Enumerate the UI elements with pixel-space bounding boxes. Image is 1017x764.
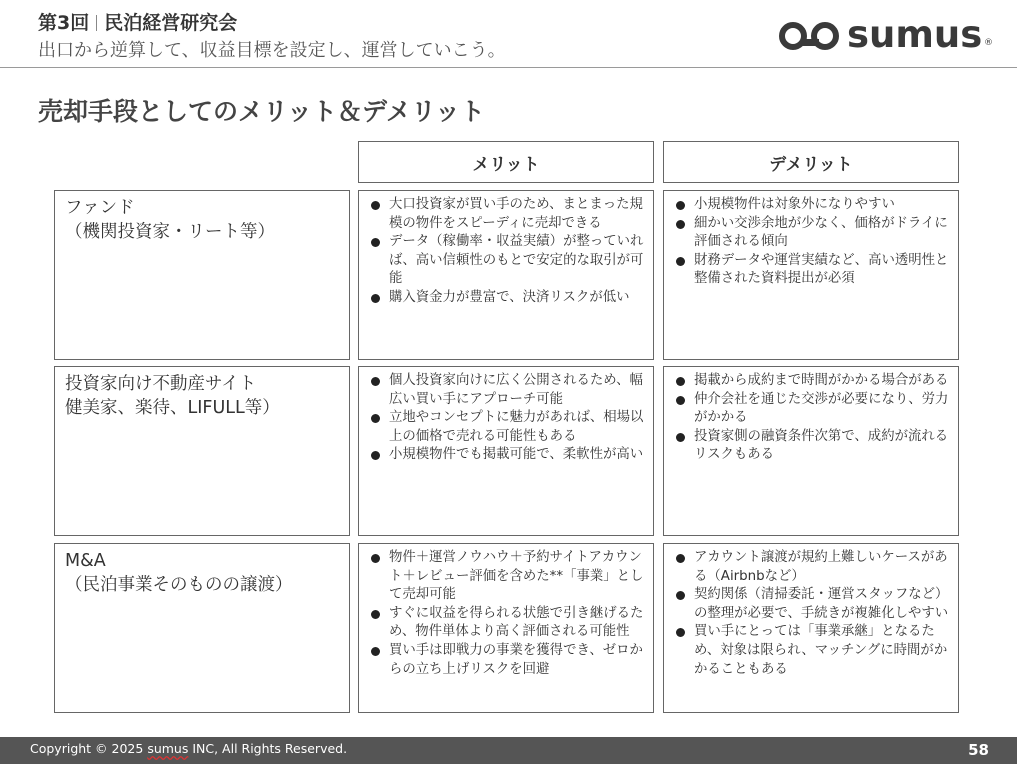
page-number: 58 xyxy=(968,741,989,759)
copyright-text xyxy=(30,741,347,756)
slide-header xyxy=(0,0,1017,68)
row-label-line: ファンド xyxy=(65,198,135,218)
logo-mark-icon xyxy=(779,22,843,50)
list-item: 財務データや運営実績など、高い透明性と整備された資料提出が必須 xyxy=(674,252,950,289)
tagline: 出口から逆算して、収益目標を設定し、運営していこう。 xyxy=(38,40,506,61)
list-item: 仲介会社を通じた交渉が必要になり、労力がかかる xyxy=(674,391,950,428)
merit-cell-investor-site xyxy=(358,366,654,536)
demerit-cell-ma xyxy=(663,543,959,713)
copyright-prefix: Copyright © 2025 xyxy=(30,741,148,756)
column-header-merit: メリット xyxy=(358,141,654,183)
list-item: 個人投資家向けに広く公開されるため、幅広い買い手にアプローチ可能 xyxy=(369,372,645,409)
row-label-line: （機関投資家・リート等） xyxy=(65,222,275,242)
session-separator xyxy=(96,15,97,31)
merit-cell-fund xyxy=(358,190,654,360)
page-title: 売却手段としてのメリット＆デメリット xyxy=(38,97,486,126)
demerit-cell-investor-site xyxy=(663,366,959,536)
demerit-cell-fund xyxy=(663,190,959,360)
session-number: 第3回 xyxy=(38,12,90,34)
list-item: 大口投資家が買い手のため、まとまった規模の物件をスピーディに売却できる xyxy=(369,196,645,233)
list-item: 掲載から成約まで時間がかかる場合がある xyxy=(674,372,950,391)
list-item: 小規模物件は対象外になりやすい xyxy=(674,196,950,215)
list-item: 立地やコンセプトに魅力があれば、相場以上の価格で売れる可能性もある xyxy=(369,409,645,446)
list-item: 細かい交渉余地が少なく、価格がドライに評価される傾向 xyxy=(674,215,950,252)
row-label-line: （民泊事業そのものの譲渡） xyxy=(65,575,293,595)
list-item: 購入資金力が豊富で、決済リスクが低い xyxy=(369,289,645,308)
list-item: 投資家側の融資条件次第で、成約が流れるリスクもある xyxy=(674,428,950,465)
row-label-line: M&A xyxy=(65,551,106,571)
list-item: 買い手にとっては「事業承継」となるため、対象は限られ、マッチングに時間がかかることもある xyxy=(674,623,950,679)
row-label-investor-site xyxy=(54,366,350,536)
row-label-fund xyxy=(54,190,350,360)
list-item: 買い手は即戦力の事業を獲得でき、ゼロからの立ち上げリスクを回避 xyxy=(369,642,645,679)
list-item: データ（稼働率・収益実績）が整っていれば、高い信頼性のもとで安定的な取引が可能 xyxy=(369,233,645,289)
list-item: アカウント譲渡が規約上難しいケースがある（Airbnbなど） xyxy=(674,549,950,586)
list-item: 契約関係（清掃委託・運営スタッフなど）の整理が必要で、手続きが複雑化しやすい xyxy=(674,586,950,623)
copyright-brand: sumus xyxy=(147,741,189,756)
sumus-logo xyxy=(779,13,993,56)
logo-wordmark: sumus xyxy=(847,13,983,56)
row-label-ma xyxy=(54,543,350,713)
row-label-line: 投資家向け不動産サイト xyxy=(65,374,257,394)
slide-footer xyxy=(0,737,1017,764)
list-item: 物件＋運営ノウハウ＋予約サイトアカウント＋レビュー評価を含めた**「事業」として売却可能 xyxy=(369,549,645,605)
column-header-demerit: デメリット xyxy=(663,141,959,183)
copyright-suffix: INC, All Rights Reserved. xyxy=(188,741,348,756)
row-label-line: 健美家、楽待、LIFULL等） xyxy=(65,398,280,418)
list-item: すぐに収益を得られる状態で引き継げるため、物件単体より高く評価される可能性 xyxy=(369,605,645,642)
list-item: 小規模物件でも掲載可能で、柔軟性が高い xyxy=(369,446,645,465)
session-title: 民泊経営研究会 xyxy=(104,12,238,34)
merit-cell-ma xyxy=(358,543,654,713)
session-heading xyxy=(38,8,237,35)
logo-registered-mark: ® xyxy=(984,38,993,48)
